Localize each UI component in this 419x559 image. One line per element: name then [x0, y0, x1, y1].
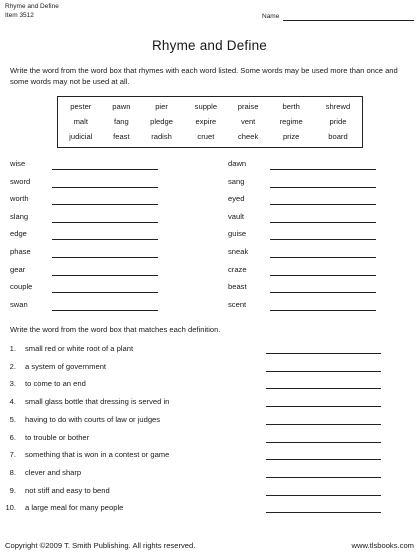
page-title: Rhyme and Define	[151, 38, 267, 53]
definition-number: 1.	[9, 344, 16, 353]
definition-number: 4.	[9, 397, 16, 407]
rhyme-word: beast	[228, 282, 247, 292]
rhyme-row	[10, 211, 170, 223]
rhyme-row	[228, 299, 388, 311]
rhyme-word: gear	[10, 264, 26, 274]
answer-line[interactable]	[266, 489, 381, 496]
rhyme-row	[10, 193, 170, 205]
word-box-word: pledge	[150, 117, 173, 126]
name-label: Name	[262, 13, 280, 20]
rhyme-word: slang	[10, 211, 29, 221]
answer-line[interactable]	[270, 196, 376, 205]
definition-number: 10.	[5, 503, 16, 513]
rhyme-word: craze	[228, 264, 247, 274]
definition-row	[2, 449, 412, 461]
copyright-notice: Copyright ©2009 T. Smith Publishing. All rights reserved.	[5, 541, 196, 550]
word-box-row	[58, 114, 362, 129]
definition-text: small glass bottle that dressing is served in	[25, 397, 170, 407]
definition-text: to come to an end	[25, 379, 86, 389]
answer-line[interactable]	[52, 179, 158, 188]
rhyme-word: couple	[10, 282, 33, 292]
rhyme-instructions: Write the word from the word box that rhymes with each word listed. Some words may be used more than once and some words may not be used at all.	[10, 66, 398, 86]
answer-line[interactable]	[266, 347, 381, 354]
rhyme-word: wise	[10, 159, 26, 168]
word-box-word: prize	[282, 132, 300, 141]
name-line[interactable]	[283, 20, 414, 21]
answer-line[interactable]	[270, 302, 376, 311]
word-box-word: pawn	[112, 102, 131, 111]
word-box-word: berth	[282, 102, 300, 111]
answer-line[interactable]	[52, 161, 158, 170]
rhyme-row	[228, 193, 388, 205]
rhyme-word: sneak	[228, 247, 249, 256]
worksheet-name: Rhyme and Define	[5, 3, 59, 10]
rhyme-row	[228, 281, 388, 293]
answer-line[interactable]	[266, 400, 381, 407]
word-box-word: pester	[70, 102, 92, 111]
definition-row	[2, 485, 412, 497]
answer-line[interactable]	[52, 231, 158, 240]
definition-row	[2, 343, 412, 355]
word-box-word: radish	[151, 132, 172, 141]
definition-text: a large meal for many people	[25, 503, 124, 513]
rhyme-row	[228, 158, 388, 170]
answer-line[interactable]	[266, 436, 381, 443]
definition-row	[2, 502, 412, 514]
answer-line[interactable]	[52, 302, 158, 311]
answer-line[interactable]	[270, 214, 376, 223]
answer-line[interactable]	[266, 453, 381, 460]
rhyme-row	[228, 264, 388, 276]
rhyme-word: phase	[10, 247, 31, 256]
rhyme-row	[10, 228, 170, 240]
answer-line[interactable]	[266, 365, 381, 372]
word-box-word: praise	[237, 102, 259, 111]
rhyme-word: eyed	[228, 194, 245, 204]
word-box-word: regime	[279, 117, 303, 126]
rhyme-word: dawn	[228, 159, 247, 168]
rhyme-word: sang	[228, 176, 245, 186]
answer-line[interactable]	[266, 382, 381, 389]
definition-number: 9.	[9, 485, 16, 495]
definition-text: small red or white root of a plant	[25, 344, 134, 353]
word-box-row	[58, 99, 362, 114]
word-box-table	[58, 99, 362, 144]
word-box-word: board	[328, 132, 348, 141]
definition-number: 6.	[9, 432, 16, 442]
rhyme-row	[10, 246, 170, 258]
definition-row	[2, 396, 412, 408]
rhyme-row	[228, 176, 388, 188]
answer-line[interactable]	[266, 506, 381, 513]
answer-line[interactable]	[270, 284, 376, 293]
rhyme-word: vault	[228, 211, 245, 221]
answer-line[interactable]	[266, 418, 381, 425]
answer-line[interactable]	[52, 267, 158, 276]
word-box-word: fang	[113, 117, 129, 126]
word-box-row	[58, 129, 362, 144]
rhyme-row	[10, 176, 170, 188]
answer-line[interactable]	[270, 231, 376, 240]
definition-text: having to do with courts of law or judges	[25, 414, 161, 424]
word-box-word: pride	[329, 117, 347, 126]
answer-line[interactable]	[270, 179, 376, 188]
rhyme-row	[10, 281, 170, 293]
rhyme-word: sword	[10, 176, 31, 186]
definition-number: 5.	[9, 414, 16, 424]
answer-line[interactable]	[52, 284, 158, 293]
word-box-word: feast	[113, 132, 130, 141]
word-box-word: shrewd	[325, 102, 351, 111]
website-link[interactable]: www.tlsbooks.com	[351, 541, 414, 550]
definition-text: clever and sharp	[25, 467, 82, 477]
definition-text: to trouble or bother	[25, 432, 90, 442]
definition-row	[2, 414, 412, 426]
rhyme-row	[10, 158, 170, 170]
word-box-word: cheek	[237, 132, 259, 141]
rhyme-word: swan	[10, 299, 28, 309]
item-number: Item 3512	[5, 12, 34, 19]
word-box-word: cruet	[197, 132, 215, 141]
rhyme-row	[228, 228, 388, 240]
definition-row	[2, 432, 412, 444]
answer-line[interactable]	[270, 249, 376, 258]
define-instructions: Write the word from the word box that matches each definition.	[10, 325, 221, 334]
word-box-word: vent	[240, 117, 256, 126]
definition-number: 7.	[9, 450, 16, 460]
answer-line[interactable]	[52, 249, 158, 258]
word-box-word: pier	[155, 102, 168, 111]
answer-line[interactable]	[52, 214, 158, 223]
rhyme-row	[10, 299, 170, 311]
word-box-word: expire	[195, 117, 217, 126]
definition-number: 3.	[9, 379, 16, 389]
answer-line[interactable]	[270, 267, 376, 276]
rhyme-word: scent	[228, 299, 247, 309]
answer-line[interactable]	[52, 196, 158, 205]
word-box	[57, 96, 363, 148]
rhyme-row	[228, 246, 388, 258]
definition-row	[2, 378, 412, 390]
rhyme-word: guise	[228, 229, 247, 239]
word-box-word: judicial	[69, 132, 93, 141]
answer-line[interactable]	[270, 161, 376, 170]
answer-line[interactable]	[266, 471, 381, 478]
definition-number: 8.	[9, 467, 16, 477]
definition-text: not stiff and easy to bend	[25, 485, 110, 495]
rhyme-row	[228, 211, 388, 223]
rhyme-word: worth	[10, 194, 29, 204]
definition-text: a system of government	[25, 361, 107, 371]
definition-number: 2.	[9, 361, 16, 371]
definition-row	[2, 467, 412, 479]
word-box-word: malt	[73, 117, 88, 126]
word-box-word: supple	[194, 102, 218, 111]
rhyme-word: edge	[10, 229, 27, 239]
rhyme-row	[10, 264, 170, 276]
definition-row	[2, 361, 412, 373]
definition-text: something that is won in a contest or game	[25, 450, 170, 460]
